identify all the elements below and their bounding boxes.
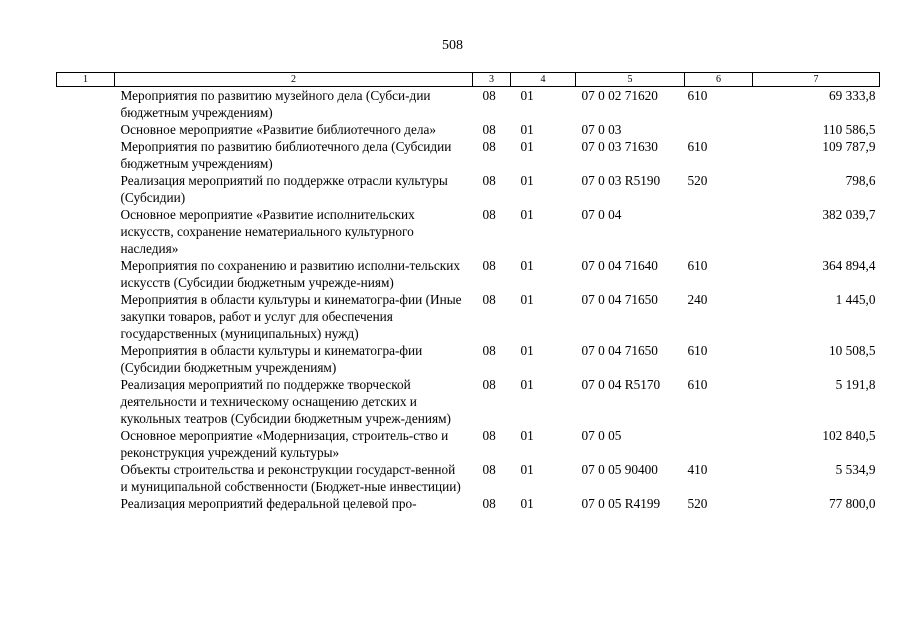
column-header: 3 <box>473 73 511 87</box>
table-row <box>57 427 880 461</box>
expense-type-cell: 610 <box>687 377 708 392</box>
expense-type-cell: 610 <box>687 139 708 154</box>
column-header: 6 <box>685 73 753 87</box>
table-row <box>57 495 880 512</box>
section-code-cell: 08 <box>482 292 496 307</box>
item-name-cell: Основное мероприятие «Модернизация, строитель-ство и реконструкция учреждений культуры» <box>120 428 449 460</box>
table-row <box>57 291 880 342</box>
expense-type-cell <box>685 427 753 461</box>
budget-table <box>56 72 880 512</box>
column-header: 4 <box>511 73 576 87</box>
subsection-code-cell: 01 <box>520 207 534 222</box>
subsection-code-cell: 01 <box>520 88 534 103</box>
item-name-cell: Реализация мероприятий по поддержке творческой деятельности и техническому оснащению детских и кукольных театров (Субсидии бюджетным учреж-дениям) <box>120 377 451 426</box>
amount-cell: 110 586,5 <box>822 122 876 137</box>
expense-type-cell: 240 <box>687 292 708 307</box>
row-spacer-cell <box>57 427 115 461</box>
amount-cell: 10 508,5 <box>828 343 876 358</box>
section-code-cell: 08 <box>482 139 496 154</box>
row-spacer-cell <box>57 206 115 257</box>
amount-cell: 69 333,8 <box>828 88 876 103</box>
section-code-cell: 08 <box>482 377 496 392</box>
table-row <box>57 257 880 291</box>
amount-cell: 77 800,0 <box>828 496 876 511</box>
subsection-code-cell: 01 <box>520 292 534 307</box>
item-name-cell: Мероприятия по развитию библиотечного дела (Субсидии бюджетным учреждениям) <box>120 139 452 171</box>
expense-type-cell: 610 <box>687 258 708 273</box>
target-article-cell: 07 0 04 <box>581 207 622 222</box>
row-spacer-cell <box>57 257 115 291</box>
target-article-cell: 07 0 02 71620 <box>581 88 658 103</box>
table-row <box>57 138 880 172</box>
subsection-code-cell: 01 <box>520 377 534 392</box>
expense-type-cell <box>685 206 753 257</box>
target-article-cell: 07 0 04 R5170 <box>581 377 661 392</box>
target-article-cell: 07 0 04 71650 <box>581 292 658 307</box>
table-row <box>57 87 880 122</box>
table-row <box>57 172 880 206</box>
table-row <box>57 206 880 257</box>
row-spacer-cell <box>57 172 115 206</box>
row-spacer-cell <box>57 495 115 512</box>
subsection-code-cell: 01 <box>520 139 534 154</box>
expense-type-cell: 610 <box>687 88 708 103</box>
subsection-code-cell: 01 <box>520 462 534 477</box>
subsection-code-cell: 01 <box>520 496 534 511</box>
expense-type-cell <box>685 121 753 138</box>
target-article-cell: 07 0 04 71650 <box>581 343 658 358</box>
section-code-cell: 08 <box>482 428 496 443</box>
expense-type-cell: 520 <box>687 496 708 511</box>
section-code-cell: 08 <box>482 207 496 222</box>
header-row <box>57 73 880 87</box>
column-header: 2 <box>115 73 473 87</box>
item-name-cell: Реализация мероприятий федеральной целевой про- <box>120 496 417 511</box>
expense-type-cell: 410 <box>687 462 708 477</box>
item-name-cell: Мероприятия по развитию музейного дела (Субси-дии бюджетным учреждениям) <box>120 88 431 120</box>
amount-cell: 798,6 <box>845 173 876 188</box>
target-article-cell: 07 0 05 <box>581 428 622 443</box>
subsection-code-cell: 01 <box>520 173 534 188</box>
item-name-cell: Реализация мероприятий по поддержке отрасли культуры (Субсидии) <box>120 173 448 205</box>
subsection-code-cell: 01 <box>520 428 534 443</box>
subsection-code-cell: 01 <box>520 122 534 137</box>
row-spacer-cell <box>57 376 115 427</box>
item-name-cell: Мероприятия по сохранению и развитию исполни-тельских искусств (Субсидии бюджетным учрежде-ниям) <box>120 258 460 290</box>
target-article-cell: 07 0 05 90400 <box>581 462 658 477</box>
item-name-cell: Основное мероприятие «Развитие исполнительских искусств, сохранение нематериального культурного наследия» <box>120 207 415 256</box>
amount-cell: 102 840,5 <box>822 428 876 443</box>
expense-type-cell: 610 <box>687 343 708 358</box>
section-code-cell: 08 <box>482 173 496 188</box>
amount-cell: 5 191,8 <box>835 377 876 392</box>
amount-cell: 5 534,9 <box>835 462 876 477</box>
item-name-cell: Объекты строительства и реконструкции государст-венной и муниципальной собственности (Бюджет-ные инвестиции) <box>120 462 461 494</box>
target-article-cell: 07 0 03 R5190 <box>581 173 661 188</box>
amount-cell: 364 894,4 <box>822 258 876 273</box>
amount-cell: 1 445,0 <box>835 292 876 307</box>
section-code-cell: 08 <box>482 122 496 137</box>
target-article-cell: 07 0 05 R4199 <box>581 496 661 511</box>
row-spacer-cell <box>57 461 115 495</box>
row-spacer-cell <box>57 291 115 342</box>
table-row <box>57 376 880 427</box>
target-article-cell: 07 0 03 <box>581 122 622 137</box>
table-row <box>57 461 880 495</box>
section-code-cell: 08 <box>482 88 496 103</box>
subsection-code-cell: 01 <box>520 343 534 358</box>
item-name-cell: Основное мероприятие «Развитие библиотечного дела» <box>120 122 437 137</box>
section-code-cell: 08 <box>482 343 496 358</box>
section-code-cell: 08 <box>482 462 496 477</box>
column-header: 7 <box>753 73 880 87</box>
page-number: 508 <box>442 38 463 53</box>
table-row <box>57 342 880 376</box>
column-header: 1 <box>57 73 115 87</box>
row-spacer-cell <box>57 87 115 122</box>
item-name-cell: Мероприятия в области культуры и кинематогра-фии (Иные закупки товаров, работ и услуг для обеспечения государственных (муниципальных) нужд) <box>120 292 462 341</box>
target-article-cell: 07 0 04 71640 <box>581 258 658 273</box>
row-spacer-cell <box>57 342 115 376</box>
row-spacer-cell <box>57 138 115 172</box>
target-article-cell: 07 0 03 71630 <box>581 139 658 154</box>
expense-type-cell: 520 <box>687 173 708 188</box>
subsection-code-cell: 01 <box>520 258 534 273</box>
section-code-cell: 08 <box>482 258 496 273</box>
column-header: 5 <box>576 73 685 87</box>
table-row <box>57 121 880 138</box>
amount-cell: 382 039,7 <box>822 207 876 222</box>
item-name-cell: Мероприятия в области культуры и кинематогра-фии (Субсидии бюджетным учреждениям) <box>120 343 423 375</box>
row-spacer-cell <box>57 121 115 138</box>
section-code-cell: 08 <box>482 496 496 511</box>
amount-cell: 109 787,9 <box>822 139 876 154</box>
